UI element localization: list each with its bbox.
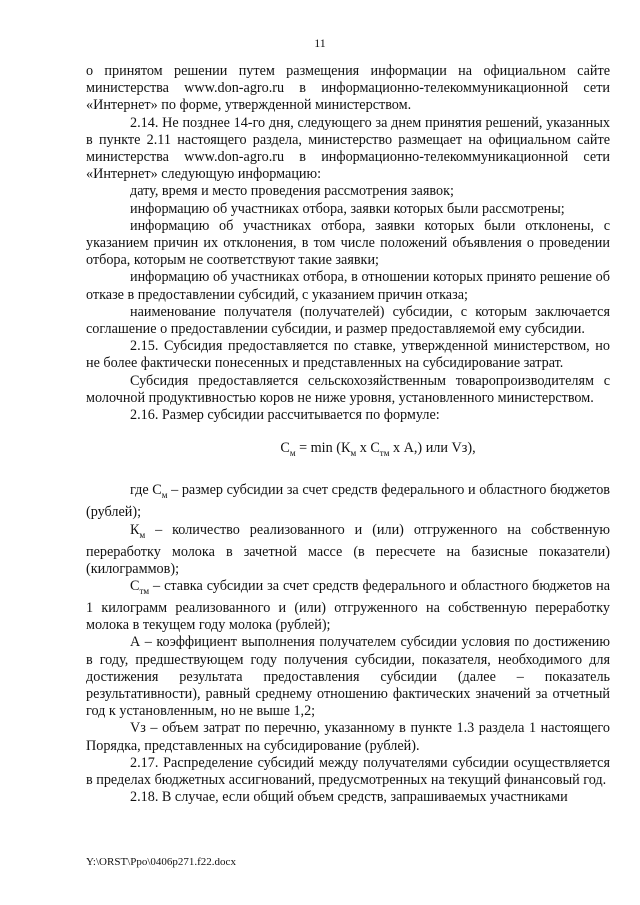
- definition-text: – ставка субсидии за счет средств федерального и областного бюджетов на 1 килограмм реализованного и (или) отгруженного на собственную переработку молока в текущем году молока (рублей);: [86, 577, 610, 634]
- list-item: наименование получателя (получателей) субсидии, с которым заключается соглашение о предоставлении субсидии, и размер предоставляемой ему субсидии.: [86, 303, 610, 338]
- definition-text: – коэффициент выполнения получателем субсидии условия по достижению в году, предшествующем году получения субсидии, показателя, необходимого для достижения результата предоставления субсидии (далее – показатель результативности), равный среднему отношению фактических значений за отчетный год к установленным, но не выше 1,2;: [86, 634, 610, 720]
- paragraph-2-16: 2.16. Размер субсидии рассчитывается по формуле:: [130, 407, 440, 424]
- definition-text: – объем затрат по перечню, указанному в пункте 1.3 раздела 1 настоящего Порядка, представленных на субсидирование (рублей).: [86, 720, 610, 754]
- formula-lhs: С: [280, 440, 290, 457]
- formula-c-subscript: тм: [379, 448, 390, 459]
- definition-ctm: [86, 578, 610, 634]
- definition-vz: [86, 720, 610, 754]
- definition-km: [86, 522, 610, 578]
- list-item: информацию об участниках отбора, заявки которых были рассмотрены;: [130, 200, 565, 217]
- file-path-footer: Y:\ORST\Ppo\0406p271.f22.docx: [86, 856, 236, 868]
- definition-symbol: А: [130, 634, 141, 651]
- list-item: дату, время и место проведения рассмотрения заявок;: [130, 183, 454, 200]
- subsidy-formula: [86, 440, 610, 462]
- document-body: [86, 63, 610, 806]
- definition-symbol: С: [130, 577, 140, 594]
- definition-symbol-subscript: м: [161, 490, 168, 501]
- definition-text: – размер субсидии за счет средств федерального и областного бюджетов (рублей);: [86, 482, 610, 521]
- definition-symbol-subscript: тм: [139, 585, 150, 596]
- paragraph-2-17: 2.17. Распределение субсидий между получателями субсидии осуществляется в пределах бюджетных ассигнований, предусмотренных на текущий финансовый год.: [86, 754, 610, 789]
- definition-symbol: К: [130, 521, 140, 538]
- list-item: информацию об участниках отбора, заявки которых были отклонены, с указанием причин их отклонения, в том числе положений объявления о проведении отбора, которым не соответствуют такие заявки;: [86, 217, 610, 269]
- definition-symbol: Vз: [130, 720, 146, 737]
- paragraph-continuation: о принятом решении путем размещения информации на официальном сайте министерства www.don-agro.ru в информационно-телекоммуникационной сети «Интернет» по форме, утвержденной министерством.: [86, 63, 610, 114]
- formula-x1: х С: [356, 440, 380, 457]
- formula-eq: = min (К: [295, 440, 351, 457]
- definition-symbol-subscript: м: [139, 529, 146, 540]
- paragraph-2-15: 2.15. Субсидия предоставляется по ставке, утвержденной министерством, но не более фактически понесенных и представленных на субсидирование затрат.: [86, 338, 610, 372]
- paragraph-subsidy-condition: Субсидия предоставляется сельскохозяйственным товаропроизводителям с молочной продуктивностью коров не ниже уровня, установленного министерством.: [86, 372, 610, 406]
- definition-symbol: С: [152, 482, 162, 499]
- page-number: 11: [314, 36, 326, 50]
- formula-tail: х А,) или Vз),: [389, 440, 476, 457]
- definition-prefix: где: [130, 482, 153, 499]
- list-item: информацию об участниках отбора, в отношении которых принято решение об отказе в предоставлении субсидий, с указанием причин отказа;: [86, 269, 610, 303]
- definition-cm: [86, 482, 610, 521]
- paragraph-2-14: 2.14. Не позднее 14-го дня, следующего за днем принятия решений, указанных в пункте 2.11 настоящего раздела, министерство размещает на официальном сайте министерства www.don-agro.ru в информационно-телекоммуникационной сети «Интернет» следующую информацию:: [86, 114, 610, 183]
- paragraph-2-18: 2.18. В случае, если общий объем средств, запрашиваемых участниками: [130, 789, 568, 806]
- formula-lhs-subscript: м: [289, 448, 296, 459]
- formula-k-subscript: м: [350, 448, 357, 459]
- definition-a: [86, 634, 610, 720]
- definition-text: – количество реализованного и (или) отгруженного на собственную переработку молока в зачетной массе (в пересчете на базисные показатели) (килограммов);: [86, 521, 610, 577]
